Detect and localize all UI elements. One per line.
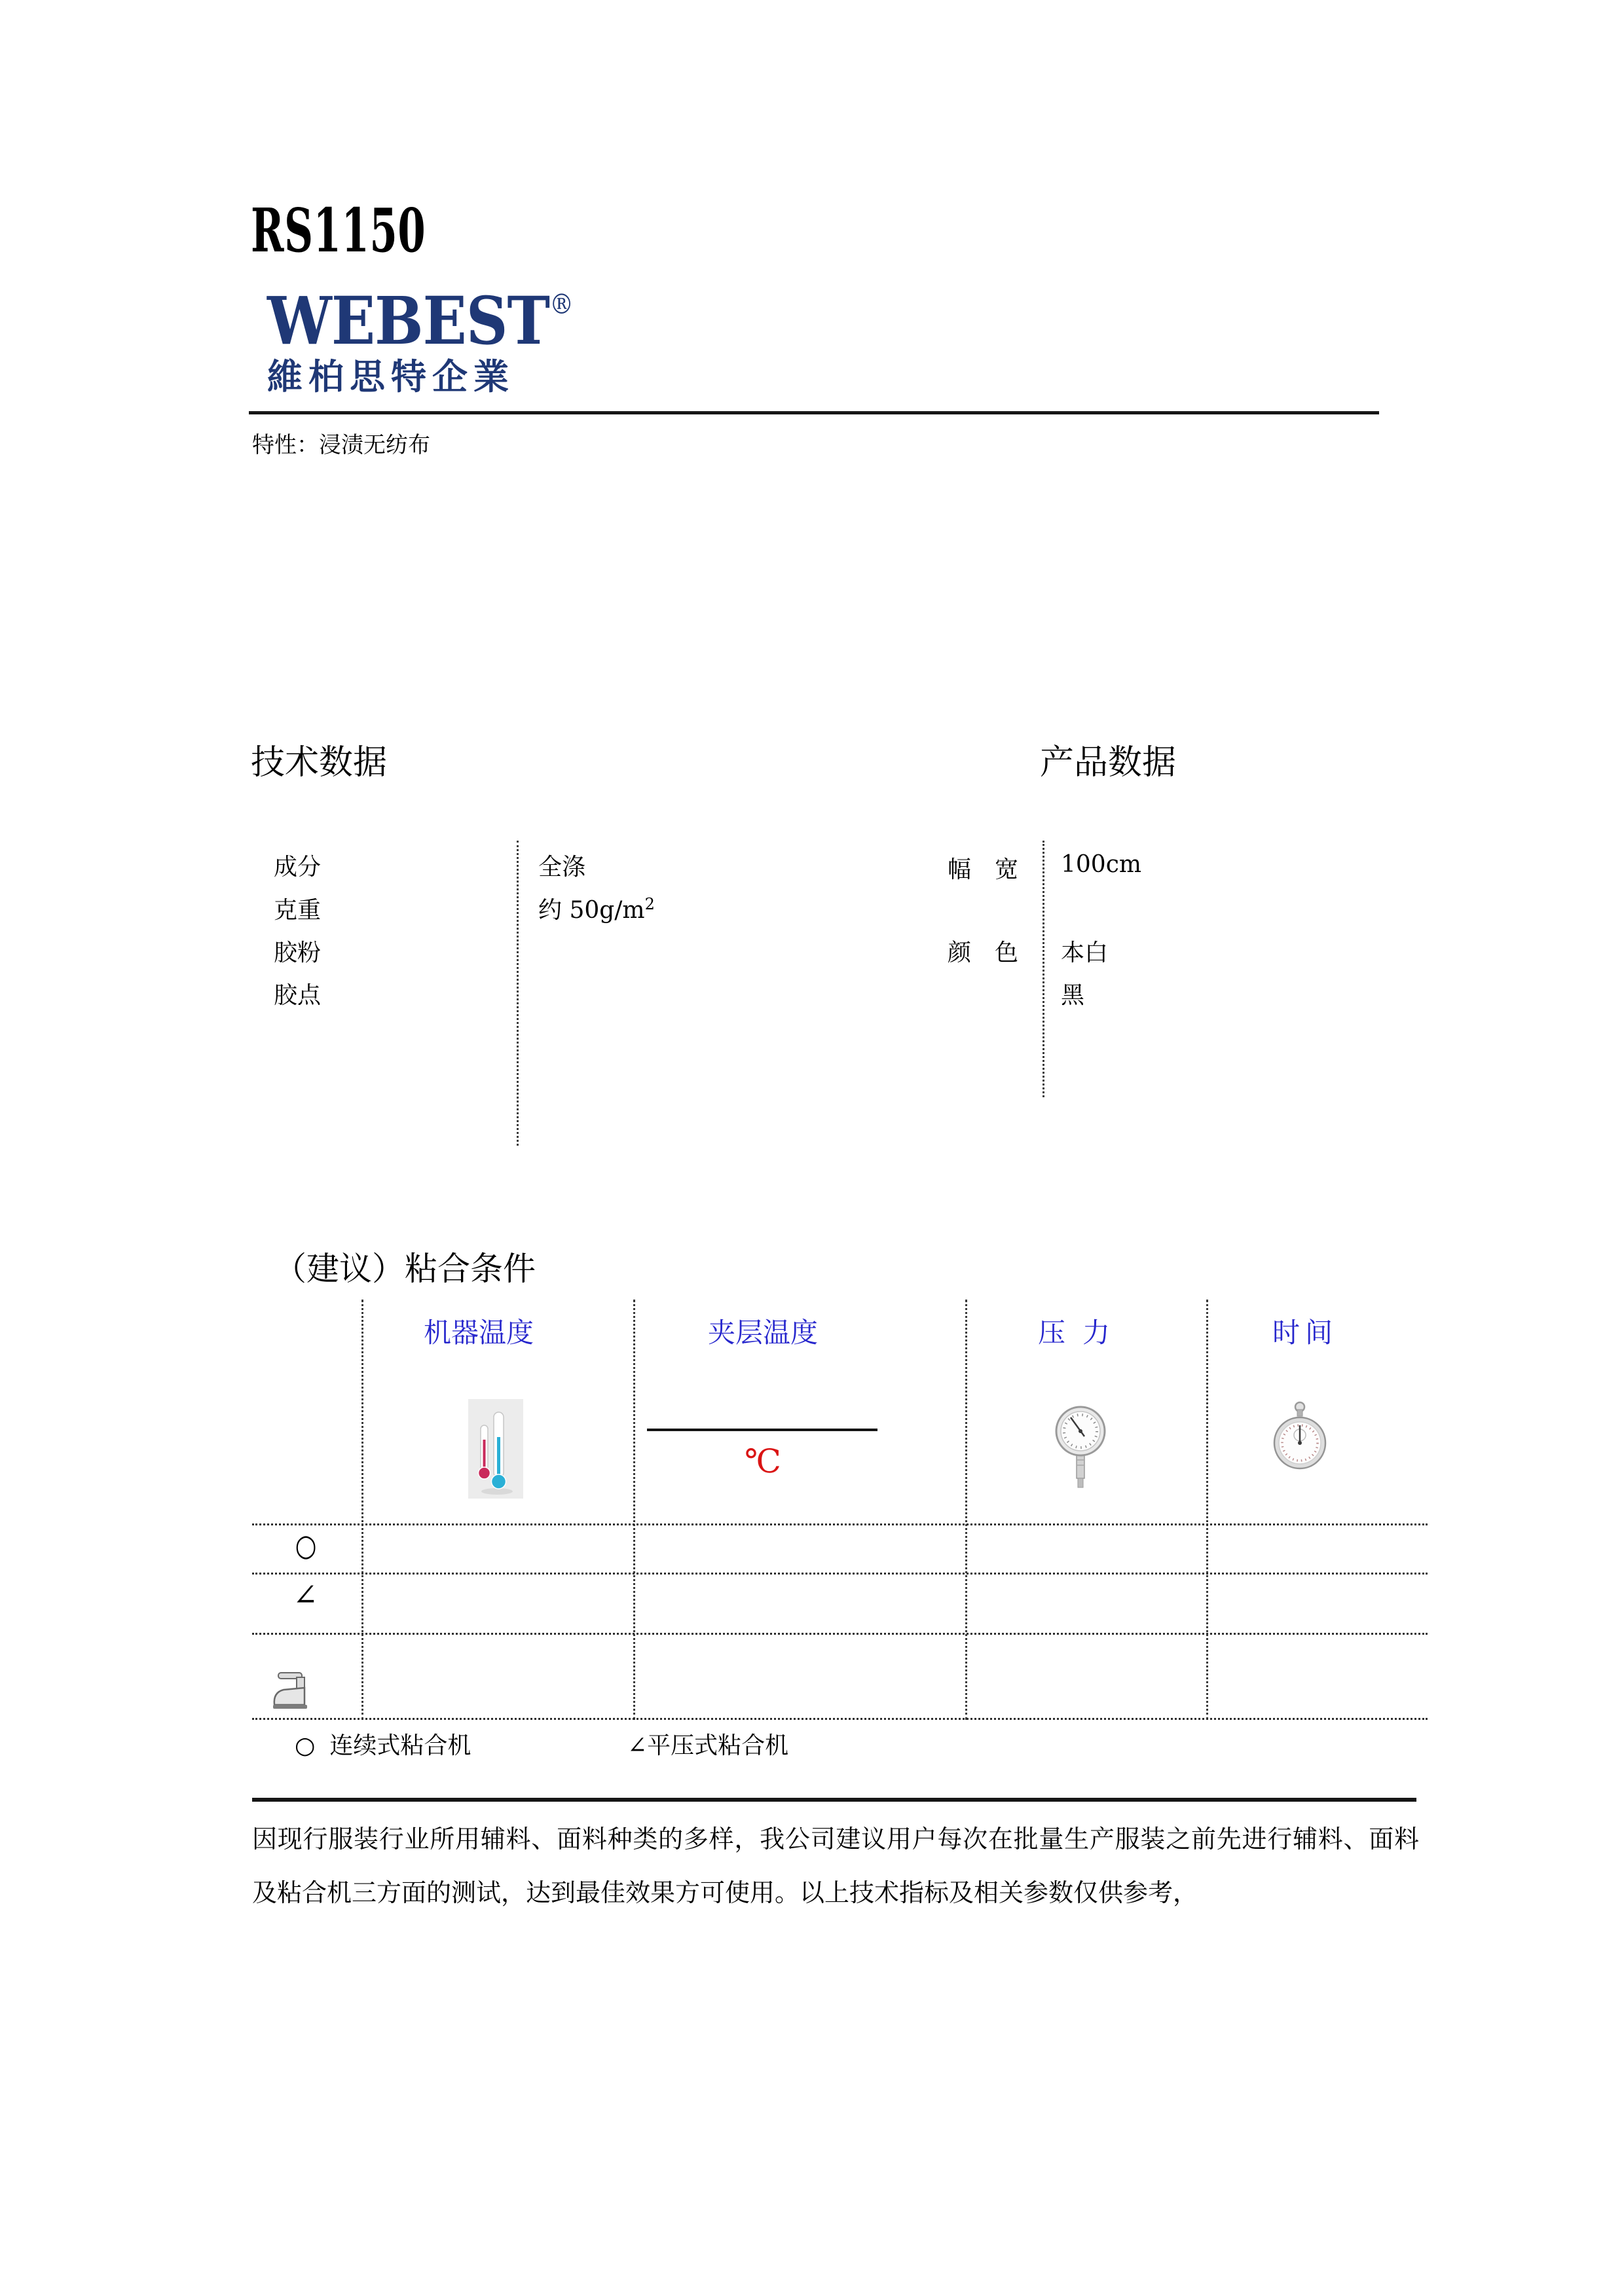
weight-superscript: 2 (644, 895, 655, 913)
header-divider-rule (249, 411, 1379, 414)
weight-value: 约 50g/m (538, 897, 645, 924)
col-header-pressure: 压力 (1037, 1317, 1128, 1349)
product-row-value: 黑 (1061, 982, 1085, 1009)
bond-col-divider (361, 1300, 363, 1720)
product-model-title: RS1150 (251, 195, 426, 266)
tech-row-label: 克重 (274, 897, 322, 924)
bond-row-divider (252, 1718, 1428, 1720)
bond-row-divider (252, 1523, 1428, 1525)
bond-row-divider (252, 1633, 1428, 1635)
tech-table-divider (517, 841, 519, 1146)
bond-col-divider (965, 1300, 967, 1720)
bonding-conditions-table (252, 1300, 1428, 1720)
flat-press-machine-symbol: ∠ (293, 1577, 318, 1613)
col-header-machine-temperature: 机器温度 (423, 1317, 534, 1349)
legend-flat-press-machine (627, 1727, 788, 1760)
stopwatch-icon (1273, 1401, 1327, 1476)
product-row-label: 颜 色 (948, 939, 1019, 966)
legend-continuous-machine (295, 1727, 471, 1760)
flat-press-legend-label: 平压式粘合机 (647, 1732, 789, 1759)
product-row-value: 本白 (1061, 939, 1109, 966)
logo-company-name: 維柏思特企業 (267, 356, 515, 397)
footer-divider-rule (252, 1798, 1416, 1802)
product-row-label: 幅 宽 (948, 856, 1019, 883)
col-header-interlayer-temperature: 夹层温度 (707, 1317, 819, 1349)
continuous-machine-legend-label: 连续式粘合机 (329, 1732, 471, 1759)
tech-row-label: 胶点 (274, 982, 322, 1009)
temperature-blank-line (647, 1429, 877, 1431)
bond-row-divider (252, 1573, 1428, 1575)
product-row-value: 100cm (1061, 851, 1142, 878)
feature-line: 特性：浸渍无纺布 (252, 432, 430, 458)
product-data-title: 产品数据 (1040, 743, 1177, 782)
registered-trademark-symbol: ® (549, 288, 574, 320)
pressure-gauge-icon (1054, 1394, 1107, 1495)
tech-row-label: 成分 (274, 854, 322, 881)
tech-row-label: 胶粉 (274, 939, 322, 966)
logo-wordmark (267, 282, 574, 359)
tech-row-value: 全涤 (538, 854, 586, 881)
bond-col-divider (1206, 1300, 1208, 1720)
footer-disclaimer-note: 因现行服装行业所用辅料、面料种类的多样，我公司建议用户每次在批量生产服装之前先进行辅料、面料及粘合机三方面的测试，达到最佳效果方可使用。以上技术指标及相关参数仅供参考， (252, 1825, 1419, 1907)
tech-row-value (538, 892, 655, 925)
continuous-machine-legend-symbol: ○ (295, 1732, 316, 1759)
logo-brand-text: WEBEST (267, 282, 550, 359)
iron-icon (270, 1666, 318, 1716)
continuous-machine-symbol: ○ (295, 1527, 317, 1563)
flat-press-legend-symbol: ∠ (627, 1732, 648, 1759)
col-header-time: 时间 (1272, 1317, 1338, 1349)
company-logo (267, 282, 615, 397)
bond-col-divider (633, 1300, 635, 1720)
tech-data-title: 技术数据 (251, 743, 388, 782)
celsius-symbol: ℃ (745, 1442, 781, 1480)
product-table-divider (1043, 841, 1044, 1097)
thermometer-icon (468, 1399, 523, 1501)
bonding-conditions-title: （建议）粘合条件 (274, 1250, 536, 1288)
